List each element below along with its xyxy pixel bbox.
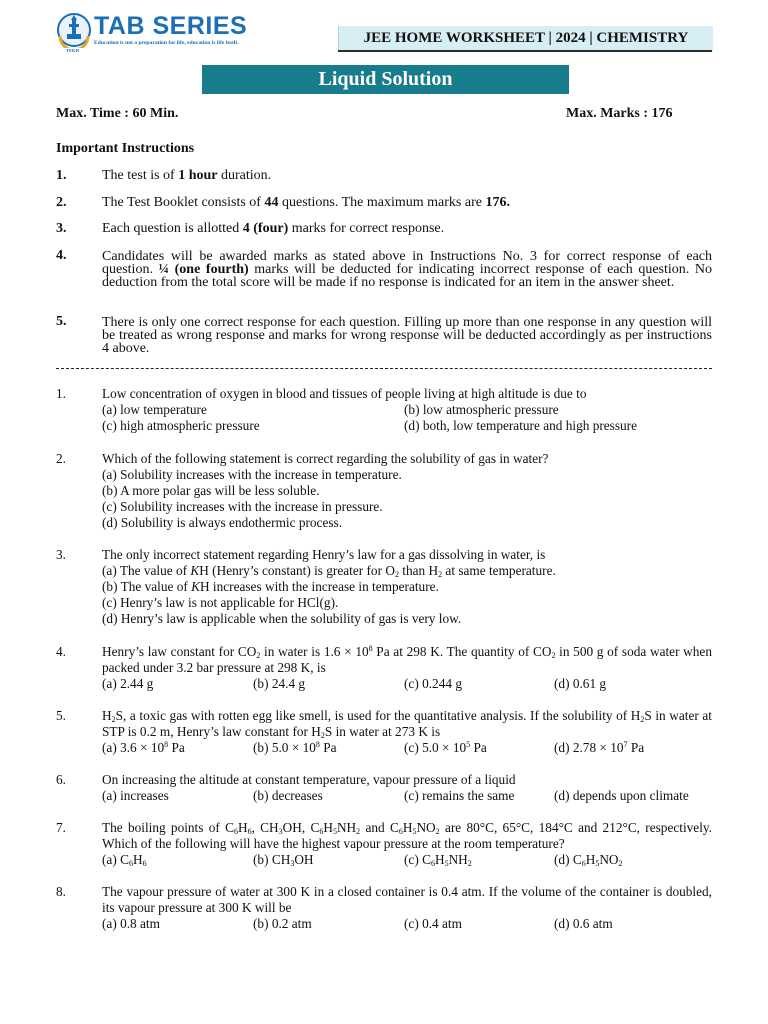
instruction-item: The Test Booklet consists of 44 questions. The maximum marks are 176.: [102, 195, 510, 210]
answer-option: (d) both, low temperature and high pressure: [404, 418, 637, 433]
answer-option: (c) 0.4 atm: [404, 916, 462, 931]
answer-option: (d) 0.6 atm: [554, 916, 613, 931]
answer-option: (b) 0.2 atm: [253, 916, 312, 931]
answer-option: (b) A more polar gas will be less soluble.: [102, 483, 320, 498]
answer-option: (a) $3.6 \times 10^8$ Pa: [102, 740, 185, 755]
section-divider: [56, 368, 712, 370]
max-marks: Max. Marks : 176: [566, 106, 673, 121]
question-number: 8.: [56, 884, 66, 899]
answer-option: (c) $C_6H_5NH_2$: [404, 852, 472, 868]
worksheet-banner: JEE HOME WORKSHEET | 2024 | CHEMISTRY: [338, 26, 713, 51]
question-text: Which of the following statement is correct regarding the solubility of gas in water?: [102, 451, 549, 466]
instruction-number: 2.: [56, 195, 67, 210]
instruction-number: 5.: [56, 314, 67, 329]
answer-option: (c) remains the same: [404, 788, 515, 803]
question-text: On increasing the altitude at constant temperature, vapour pressure of a liquid: [102, 772, 516, 787]
answer-option: (d) $C_6H_5NO_2$: [554, 852, 623, 868]
question-text: Low concentration of oxygen in blood and tissues of people living at high altitude is due to: [102, 386, 587, 401]
brand-name: TAB SERIES: [94, 12, 248, 40]
instruction-number: 3.: [56, 221, 67, 236]
answer-option: (b) $CH_3OH$: [253, 852, 314, 868]
question-number: 4.: [56, 644, 66, 659]
question-number: 6.: [56, 772, 66, 787]
question-text: The only incorrect statement regarding Henry’s law for a gas dissolving in water, is: [102, 547, 546, 562]
answer-option: (b) decreases: [253, 788, 323, 803]
answer-option: (b) $5.0 \times 10^8$ Pa: [253, 740, 337, 755]
header-divider: [338, 50, 712, 52]
answer-option: (a) 2.44 g: [102, 676, 154, 691]
answer-option: (c) Henry’s law is not applicable for HCl(g).: [102, 595, 339, 610]
answer-option: (c) high atmospheric pressure: [102, 418, 260, 433]
instruction-item: Each question is allotted 4 (four) marks for correct response.: [102, 221, 445, 236]
question-number: 3.: [56, 547, 66, 562]
answer-option: (c) $5.0 \times 10^5$ Pa: [404, 740, 487, 755]
answer-option: (d) Henry’s law is applicable when the solubility of gas is very low.: [102, 611, 462, 626]
brand-tagline: Education is not a preparation for life, education is life itself.: [94, 40, 239, 46]
tower-emblem-icon: [56, 12, 92, 48]
answer-option: (a) increases: [102, 788, 169, 803]
question-number: 5.: [56, 708, 66, 723]
answer-option: (d) depends upon climate: [554, 788, 689, 803]
answer-option: (a) The value of KH (Henry’s constant) is greater for $O_2$ than $H_2$ at same temperature.: [102, 563, 556, 579]
question-number: 2.: [56, 451, 66, 466]
question-number: 1.: [56, 386, 66, 401]
answer-option: (d) Solubility is always endothermic process.: [102, 515, 343, 530]
instruction-number: 4.: [56, 248, 67, 263]
instructions-heading: Important Instructions: [56, 141, 195, 156]
question-text: The boiling points of $C_6H_6$, $CH_3OH$, $C_6H_5NH_2$ and $C_6H_5NO_2$ are 80°C, 65°C, 184°C and 212°C, respectively. Which of the following will have the highest vapour pressure at the room temperature?: [102, 820, 712, 851]
answer-option: (a) Solubility increases with the increase in temperature.: [102, 467, 402, 482]
answer-option: (b) The value of KH increases with the increase in temperature.: [102, 579, 439, 594]
max-time: Max. Time : 60 Min.: [56, 106, 179, 121]
answer-option: (b) low atmospheric pressure: [404, 402, 559, 417]
question-number: 7.: [56, 820, 66, 835]
emblem-label: TEKH: [66, 48, 80, 53]
question-text: $H_2S$, a toxic gas with rotten egg like smell, is used for the quantitative analysis. If the solubility of $H_2S$ in water at STP is 0.2 m, Henry’s law constant for $H_2S$ in water at 273 K is: [102, 708, 712, 740]
answer-option: (b) 24.4 g: [253, 676, 306, 691]
answer-option: (a) low temperature: [102, 402, 207, 417]
answer-option: (a) 0.8 atm: [102, 916, 160, 931]
instruction-number: 1.: [56, 168, 67, 183]
instruction-item: There is only one correct response for each question. Filling up more than one response in any question will be treated as wrong response and marks for wrong response will be deducted accordingly as per instructions 4 above.: [102, 315, 712, 356]
tab-series-logo: [56, 12, 296, 53]
question-text: The vapour pressure of water at 300 K in a closed container is 0.4 atm. If the volume of the container is doubled, its vapour pressure at 300 K will be: [102, 884, 712, 915]
instruction-item: Candidates will be awarded marks as stated above in Instructions No. 3 for correct response of each question. ¼ (one fourth) marks will be deducted for indicating incorrect response of each question. No deduction from the total score will be made if no response is indicated for an item in the answer sheet.: [102, 249, 712, 290]
question-text: Henry’s law constant for $CO_2$ in water is $1.6 \times 10^8$ Pa at 298 K. The quantity of $CO_2$ in 500 g of soda water when packed under 3.2 bar pressure at 298 K, is: [102, 644, 712, 675]
answer-option: (a) $C_6H_6$: [102, 852, 147, 868]
page-title: Liquid Solution: [202, 65, 569, 94]
instruction-item: The test is of 1 hour duration.: [102, 168, 272, 183]
answer-option: (d) 0.61 g: [554, 676, 607, 691]
answer-option: (d) $2.78 \times 10^7$ Pa: [554, 740, 645, 755]
answer-option: (c) 0.244 g: [404, 676, 462, 691]
answer-option: (c) Solubility increases with the increase in pressure.: [102, 499, 383, 514]
